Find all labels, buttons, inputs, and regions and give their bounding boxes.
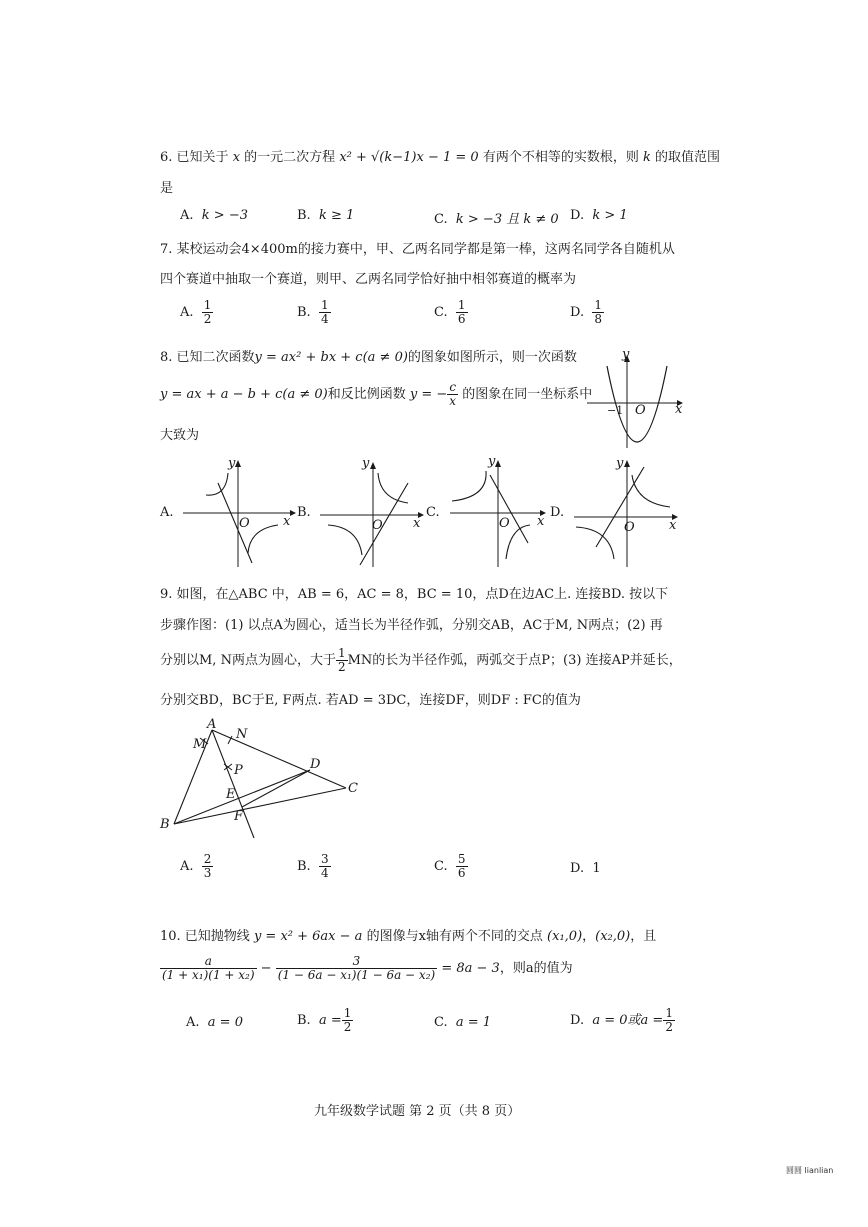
q10-line2: $\frac{a}{\text{(1 + x₁)(1 + x₂)}}$ − $\frac{3}{\text{(1 − 6a − x₁)(1 − 6a − x₂)}}$ = 8a − 3，则a的值为 bbox=[162, 954, 573, 983]
svg-text:y: y bbox=[228, 456, 236, 471]
svg-text:E: E bbox=[226, 787, 236, 802]
q7-option-d: D. $\frac{1}{8}$ bbox=[570, 298, 602, 327]
q8-option-b-label: B. bbox=[297, 505, 311, 520]
q7-option-c: C. $\frac{1}{6}$ bbox=[434, 298, 466, 327]
q6-option-d: D. k > 1 bbox=[570, 208, 628, 223]
q8-option-a-graph bbox=[178, 455, 298, 570]
q6-equation: x² + √(k−1)x − 1 = 0 bbox=[339, 150, 479, 165]
q6-line1: 6. 已知关于 x 的一元二次方程 x² + √(k−1)x − 1 = 0 有两个不相等的实数根，则 k 的取值范围 bbox=[160, 150, 721, 165]
q8-parabola-figure bbox=[585, 348, 695, 453]
q8-option-c-graph bbox=[448, 455, 558, 570]
q9-line4: 分别交BD，BC于E, F两点. 若AD = 3DC，连接DF，则DF : FC的值为 bbox=[160, 693, 581, 708]
q7-line1: 7. 某校运动会4×400m的接力赛中，甲、乙两名同学都是第一棒，这两名同学各自随机从 bbox=[160, 242, 675, 257]
q9-triangle-figure bbox=[160, 716, 370, 844]
q8-line3: 大致为 bbox=[160, 428, 200, 443]
q8-option-d-label: D. bbox=[550, 505, 565, 520]
q8-option-a-label: A. bbox=[160, 505, 174, 520]
q8-option-c-label: C. bbox=[426, 505, 440, 520]
q8-line2: y = ax + a − b + c(a ≠ 0)和反比例函数 y = − $\frac{c}{x}$ 的图象在同一坐标系中 bbox=[160, 380, 593, 409]
q9-line3: 分别以M, N两点为圆心，大于 $\frac{1}{2}$ MN的长为半径作弧，两弧交于点P；(3) 连接AP并延长， bbox=[160, 646, 682, 675]
svg-text:B: B bbox=[160, 817, 170, 832]
q10-line1: 10. 已知抛物线 y = x² + 6ax − a 的图像与x轴有两个不同的交点 (x₁,0)，(x₂,0)，且 bbox=[160, 929, 657, 944]
svg-text:C: C bbox=[348, 781, 358, 796]
svg-text:N: N bbox=[236, 727, 248, 742]
svg-text:M: M bbox=[193, 737, 207, 752]
svg-text:x: x bbox=[413, 516, 421, 531]
svg-text:O: O bbox=[239, 516, 250, 531]
q7-line2: 四个赛道中抽取一个赛道，则甲、乙两名同学恰好抽中相邻赛道的概率为 bbox=[160, 272, 577, 287]
q7-option-a: A. $\frac{1}{2}$ bbox=[180, 298, 212, 327]
page-footer: 九年级数学试题 第 2 页（共 8 页） bbox=[314, 1104, 521, 1119]
q8-fig-origin: O bbox=[635, 403, 646, 418]
svg-text:y: y bbox=[362, 456, 370, 471]
q9-option-d: D. 1 bbox=[570, 861, 601, 876]
q8-option-b-graph bbox=[318, 455, 438, 570]
svg-text:O: O bbox=[624, 520, 635, 535]
q7-option-b: B. $\frac{1}{4}$ bbox=[297, 298, 329, 327]
q10-option-a: A. a = 0 bbox=[186, 1015, 243, 1030]
q9-option-a: A. $\frac{2}{3}$ bbox=[180, 852, 212, 881]
svg-text:A: A bbox=[207, 717, 217, 732]
q6-option-a: A. k > −3 bbox=[180, 208, 248, 223]
svg-text:O: O bbox=[372, 518, 383, 533]
q6-line2: 是 bbox=[160, 181, 174, 196]
svg-text:O: O bbox=[499, 516, 510, 531]
svg-text:y: y bbox=[488, 454, 496, 469]
q9-line2: 步骤作图：(1) 以点A为圆心，适当长为半径作弧，分别交AB，AC于M, N两点；(2) 再 bbox=[160, 618, 663, 633]
q8-line1: 8. 已知二次函数y = ax² + bx + c(a ≠ 0)的图象如图所示，则一次函数 bbox=[160, 350, 577, 365]
q8-fig-neg1: −1 bbox=[607, 404, 624, 417]
q9-option-c: C. $\frac{5}{6}$ bbox=[434, 852, 466, 881]
q8-fig-x: x bbox=[675, 402, 683, 417]
q6-option-c: C. k > −3 且 k ≠ 0 bbox=[434, 212, 559, 227]
svg-text:D: D bbox=[310, 757, 321, 772]
svg-text:x: x bbox=[669, 518, 677, 533]
svg-text:F: F bbox=[234, 809, 244, 824]
q8-fig-y: y bbox=[622, 347, 630, 362]
svg-text:y: y bbox=[616, 456, 624, 471]
q8-option-d-graph bbox=[572, 455, 687, 570]
q10-option-d: D. a = 0或a = $\frac{1}{2}$ bbox=[570, 1006, 673, 1035]
svg-text:x: x bbox=[283, 514, 291, 529]
q9-option-b: B. $\frac{3}{4}$ bbox=[297, 852, 329, 881]
q10-option-b: B. a = $\frac{1}{2}$ bbox=[297, 1006, 352, 1035]
q10-option-c: C. a = 1 bbox=[434, 1015, 492, 1030]
corner-watermark: 圆圆 lianlian bbox=[786, 1166, 834, 1175]
q6-option-b: B. k ≥ 1 bbox=[297, 208, 355, 223]
svg-text:P: P bbox=[234, 763, 243, 778]
svg-text:x: x bbox=[537, 514, 545, 529]
q9-line1: 9. 如图，在△ABC 中，AB = 6，AC = 8，BC = 10，点D在边AC上. 连接BD. 按以下 bbox=[160, 587, 669, 602]
